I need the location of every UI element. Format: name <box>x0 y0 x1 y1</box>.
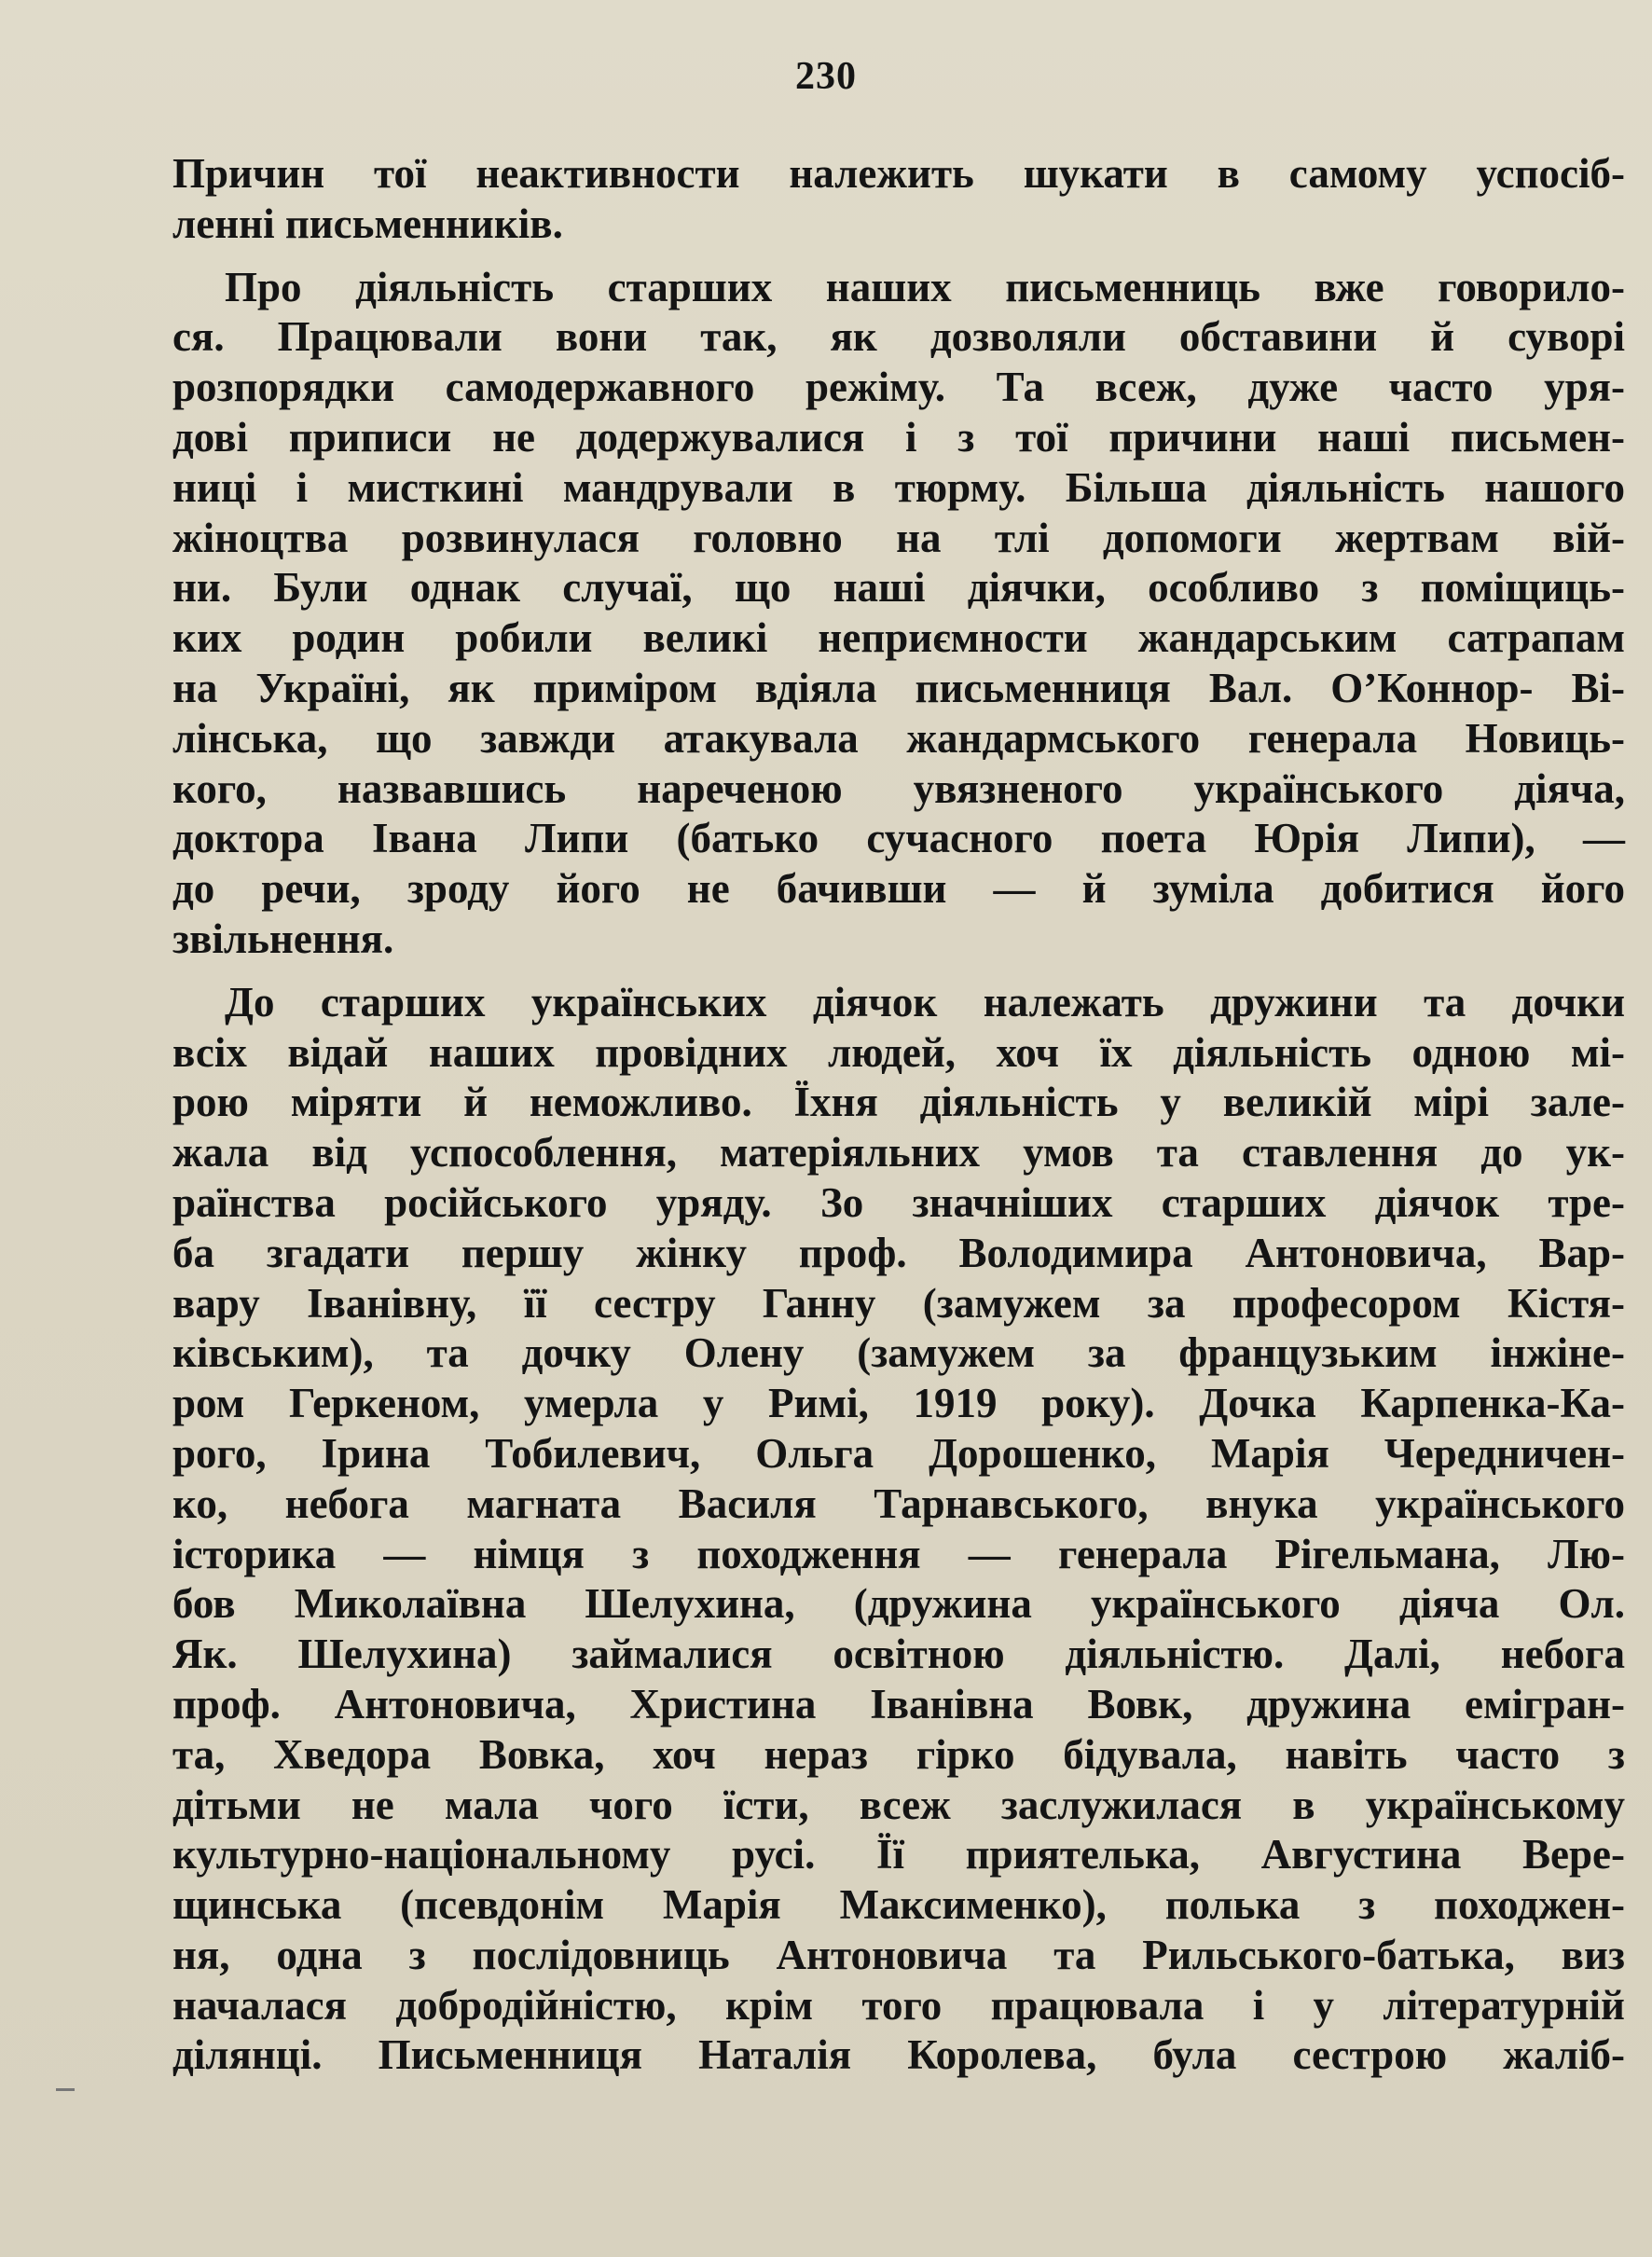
paragraph <box>172 149 1625 250</box>
text-line: культурно-національному русі. Її приятелька, Августина Вере- <box>172 1831 1625 1879</box>
margin-mark <box>56 2088 75 2091</box>
text-line: історика — німця з походження — генерала Рігельмана, Лю- <box>172 1530 1625 1577</box>
text-line: доктора Івана Липи (батько сучасного поета Юрія Липи), — <box>172 815 1625 862</box>
paragraph <box>172 263 1625 965</box>
text-line: жіноцтва розвинулася головно на тлі допомоги жертвам вій- <box>172 514 1625 561</box>
text-line: лінська, що завжди атакувала жандармського генерала Новиць- <box>172 714 1625 762</box>
text-line: ко, небога магната Василя Тарнавського, внука українського <box>172 1479 1625 1527</box>
text-line: Причин тої неактивности належить шукати в самому успосіб- <box>172 150 1625 197</box>
text-line: ром Геркеном, умерла у Римі, 1919 року). Дочка Карпенка-Ка- <box>172 1380 1625 1427</box>
text-line: бов Миколаївна Шелухина, (дружина українського діяча Ол. <box>172 1580 1625 1628</box>
text-line: ни. Були однак случаї, що наші діячки, особливо з поміщиць- <box>172 564 1625 612</box>
text-line: ся. Працювали вони так, як дозволяли обставини й суворі <box>172 313 1625 361</box>
text-line: всіх відай наших провідних людей, хоч їх діяльність одною мі- <box>172 1028 1625 1076</box>
text-line: ленні письменників. <box>172 200 563 247</box>
text-line: проф. Антоновича, Христина Іванівна Вовк, дружина емігран- <box>172 1680 1625 1727</box>
text-line: ких родин робили великі неприємности жандарським сатрапам <box>172 614 1625 662</box>
text-line: дові приписи не додержувалися і з тої причини наші письмен- <box>172 413 1625 461</box>
text-line: дітьми не мала чого їсти, всеж заслужилася в українському <box>172 1781 1625 1828</box>
text-line: Про діяльність старших наших письменниць вже говорило- <box>225 263 1625 310</box>
text-line: щинська (псевдонім Марія Максименко), полька з походжен- <box>172 1881 1625 1929</box>
text-line: на Україні, як приміром вдіяла письменниця Вал. О’Коннор- Ві- <box>172 664 1625 711</box>
text-line: началася добродійністю, крім того працювала і у літературній <box>172 1981 1625 2029</box>
text-line: ділянці. Письменниця Наталія Королева, була сестрою жаліб- <box>172 2031 1625 2079</box>
text-line: та, Хведора Вовка, хоч нераз гірко бідувала, навіть часто з <box>172 1730 1625 1778</box>
text-line: ниці і мисткині мандрували в тюрму. Більша діяльність нашого <box>172 463 1625 511</box>
text-line: ба згадати першу жінку проф. Володимира Антоновича, Вар- <box>172 1229 1625 1276</box>
text-line: розпорядки самодержавного режіму. Та всеж, дуже часто уря- <box>172 364 1625 411</box>
text-line: жала від успособлення, матеріяльних умов та ставлення до ук- <box>172 1129 1625 1177</box>
text-line: Як. Шелухина) займалися освітною діяльністю. Далі, небога <box>172 1631 1625 1678</box>
text-line: ківським), та дочку Олену (замужем за французьким інжіне- <box>172 1329 1625 1377</box>
text-body <box>172 149 1625 2081</box>
text-line: вару Іванівну, її сестру Ганну (замужем за професором Кістя- <box>172 1279 1625 1327</box>
text-line: раїнства російського уряду. Зо значніших старших діячок тре- <box>172 1178 1625 1226</box>
text-line: кого, назвавшись нареченою увязненого українського діяча, <box>172 764 1625 812</box>
text-line: До старших українських діячок належать дружини та дочки <box>225 978 1625 1025</box>
text-line: до речи, зроду його не бачивши — й зуміла добитися його <box>172 865 1625 913</box>
paragraph <box>172 978 1625 2082</box>
text-line: рою міряти й неможливо. Їхня діяльність у великій мірі зале- <box>172 1079 1625 1126</box>
text-line: ня, одна з послідовниць Антоновича та Рильського-батька, виз <box>172 1931 1625 1978</box>
page-number: 230 <box>795 55 857 98</box>
text-line: рого, Ірина Тобилевич, Ольга Дорошенко, Марія Чередничен- <box>172 1429 1625 1477</box>
text-line: звільнення. <box>172 915 394 962</box>
